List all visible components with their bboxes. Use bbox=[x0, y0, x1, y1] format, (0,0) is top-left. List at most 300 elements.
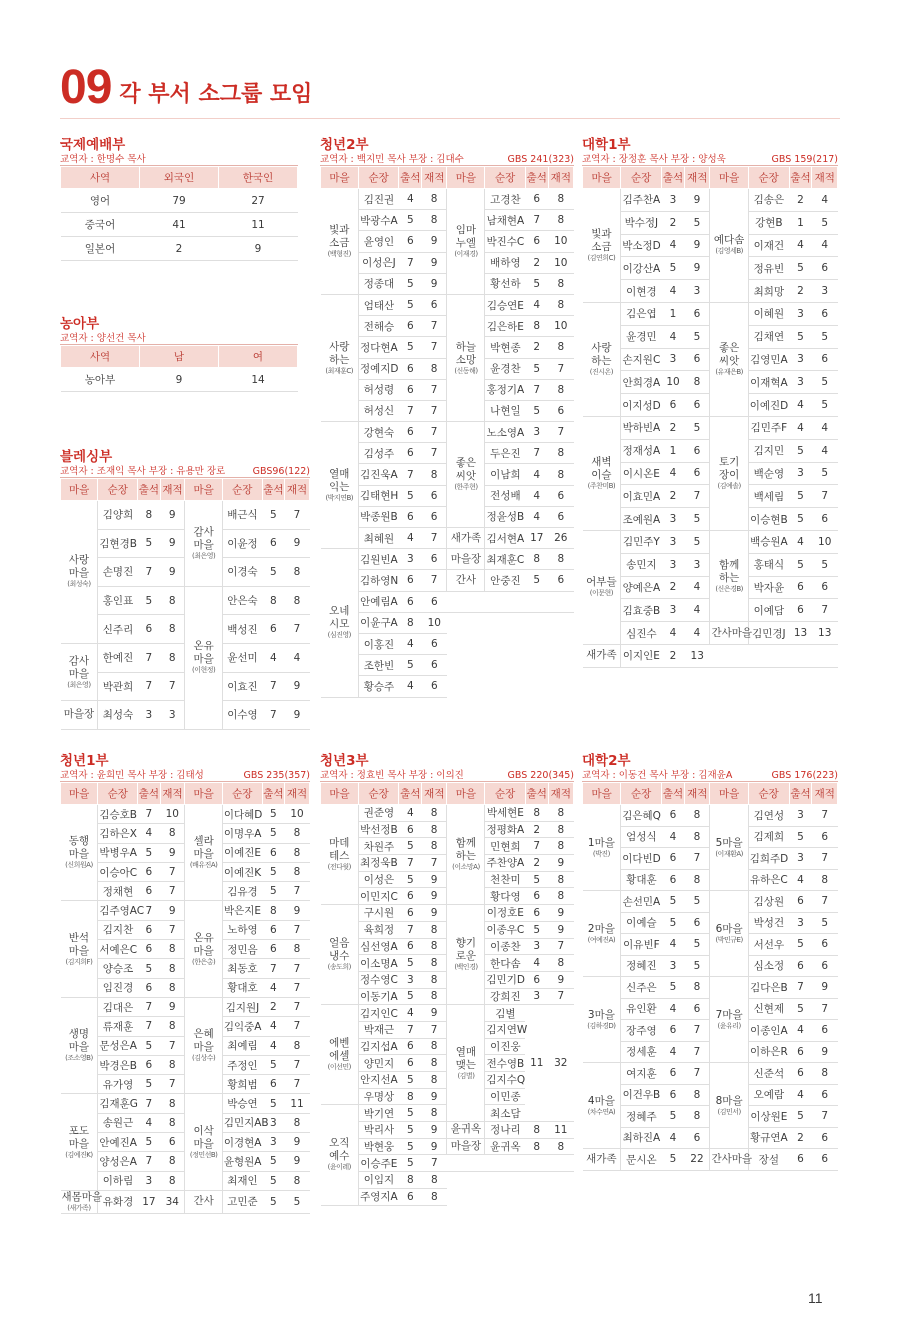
leader-cell: 이종인A bbox=[748, 1020, 789, 1042]
attend-cell: 5 bbox=[262, 805, 284, 824]
attend-cell: 4 bbox=[399, 633, 422, 654]
group-name: 7마을 bbox=[715, 1008, 743, 1021]
enroll-cell: 8 bbox=[160, 959, 185, 978]
leader-cell: 김태현H bbox=[358, 485, 398, 506]
enroll-cell: 4 bbox=[684, 599, 710, 622]
attend-cell: 4 bbox=[525, 464, 548, 485]
leader-cell: 김주영AC bbox=[98, 901, 138, 920]
section-number: 09 bbox=[60, 61, 112, 114]
staff-text: 교역자 : 조재익 목사 부장 : 유용만 장로 bbox=[60, 466, 226, 477]
enroll-cell: 8 bbox=[160, 1171, 185, 1190]
leader-cell: 윤선미 bbox=[222, 643, 262, 672]
group-name-cell bbox=[710, 530, 748, 621]
enroll-cell: 7 bbox=[160, 1036, 185, 1055]
leader-cell: 박은지E bbox=[222, 901, 262, 920]
attend-cell: 6 bbox=[399, 1188, 422, 1205]
leader-cell: 최혜원 bbox=[358, 528, 398, 549]
group-name: 함께 하는 bbox=[718, 558, 740, 584]
leader-cell: 신준석 bbox=[748, 1063, 789, 1085]
leader-cell: 김진욱A bbox=[358, 464, 398, 485]
leader-cell: 최재훈C bbox=[485, 549, 525, 570]
column-header: 순장 bbox=[621, 167, 662, 189]
group-leader: (최은영) bbox=[67, 680, 91, 689]
enroll-cell: 8 bbox=[422, 464, 447, 485]
attend-cell: 7 bbox=[262, 672, 284, 701]
leader-cell: 정채현 bbox=[98, 882, 138, 901]
leader-cell: 김채연 bbox=[748, 325, 789, 348]
enroll-cell: 7 bbox=[548, 938, 573, 955]
attend-cell: 8 bbox=[138, 501, 160, 530]
column-header: 한국인 bbox=[219, 167, 298, 189]
attend-cell: 6 bbox=[662, 394, 685, 417]
enroll-cell: 7 bbox=[548, 988, 573, 1005]
enroll-cell: 8 bbox=[548, 294, 573, 315]
table-row bbox=[583, 189, 838, 212]
attend-cell: 4 bbox=[138, 1113, 160, 1132]
enroll-cell: 5 bbox=[812, 462, 838, 485]
leader-cell: 홍인표 bbox=[98, 586, 138, 615]
group-name: 간사마을 bbox=[711, 1152, 753, 1165]
attend-cell: 3 bbox=[662, 189, 685, 212]
enroll-cell: 9 bbox=[422, 1122, 447, 1139]
leader-cell: 김지연W bbox=[485, 1021, 525, 1038]
leader-cell: 주정인 bbox=[222, 1055, 262, 1074]
section-title: 대학2부 bbox=[582, 753, 631, 769]
attend-cell: 3 bbox=[789, 912, 812, 934]
attend-cell: 5 bbox=[262, 882, 284, 901]
leader-cell: 이종찬 bbox=[485, 938, 525, 955]
attend-cell: 6 bbox=[789, 891, 812, 913]
attend-cell: 6 bbox=[262, 920, 284, 939]
leader-cell: 김지원J bbox=[222, 997, 262, 1016]
enroll-cell: 8 bbox=[548, 888, 573, 905]
attend-cell: 5 bbox=[399, 1105, 422, 1122]
leader-cell: 이지성D bbox=[621, 394, 662, 417]
group-name: 새가족 bbox=[450, 531, 482, 544]
attend-cell: 6 bbox=[262, 843, 284, 862]
enroll-cell: 9 bbox=[285, 529, 310, 558]
enroll-cell: 6 bbox=[812, 934, 838, 956]
leader-cell: 박자윤 bbox=[748, 576, 789, 599]
leader-cell: 정혜주 bbox=[621, 1106, 662, 1128]
enroll-cell: 6 bbox=[684, 1127, 710, 1149]
leader-cell: 김승호B bbox=[98, 805, 138, 824]
attend-cell: 3 bbox=[399, 971, 422, 988]
enroll-cell: 6 bbox=[812, 257, 838, 280]
attend-cell: 5 bbox=[399, 871, 422, 888]
group-leader: (송도희) bbox=[327, 963, 351, 972]
column-header: 마을 bbox=[447, 783, 485, 805]
leader-cell: 송원근 bbox=[98, 1113, 138, 1132]
enroll-cell: 7 bbox=[812, 1106, 838, 1128]
attend-cell: 4 bbox=[662, 622, 685, 645]
column-header: 출석 bbox=[138, 479, 160, 501]
attend-cell: 5 bbox=[262, 1055, 284, 1074]
enroll-cell: 8 bbox=[422, 1172, 447, 1189]
enroll-cell: 8 bbox=[684, 826, 710, 848]
leader-cell: 장설 bbox=[748, 1149, 789, 1171]
attend-cell: 4 bbox=[789, 416, 812, 439]
enroll-cell: 3 bbox=[684, 280, 710, 303]
leader-cell: 김지인C bbox=[358, 1005, 398, 1022]
column-header: 마을 bbox=[710, 783, 748, 805]
attend-cell: 4 bbox=[525, 485, 548, 506]
leader-cell: 홍태식 bbox=[748, 553, 789, 576]
table-row bbox=[321, 1172, 574, 1189]
leader-cell: 이혜원 bbox=[748, 302, 789, 325]
leader-cell: 황규연A bbox=[748, 1127, 789, 1149]
attend-cell: 5 bbox=[262, 1190, 284, 1213]
table-cell bbox=[789, 644, 812, 667]
table-row bbox=[61, 501, 310, 530]
enroll-cell: 4 bbox=[812, 439, 838, 462]
group-leader: (정민선B) bbox=[189, 1150, 218, 1159]
enroll-cell: 6 bbox=[812, 826, 838, 848]
group-name-cell bbox=[185, 1190, 222, 1213]
leader-cell: 문성은A bbox=[98, 1036, 138, 1055]
enroll-cell: 9 bbox=[160, 843, 185, 862]
leader-cell: 이정호E bbox=[485, 905, 525, 922]
attend-cell: 13 bbox=[789, 622, 812, 645]
group-name-cell bbox=[447, 905, 485, 1005]
attend-cell: 4 bbox=[399, 1005, 422, 1022]
group-name-cell bbox=[61, 805, 98, 901]
column-header: 재적 bbox=[422, 783, 447, 805]
attend-cell: 3 bbox=[662, 508, 685, 531]
attend-cell: 3 bbox=[138, 1171, 160, 1190]
enroll-cell: 5 bbox=[684, 891, 710, 913]
attend-cell: 7 bbox=[525, 838, 548, 855]
leader-cell: 이지인E bbox=[621, 644, 662, 667]
leader-cell: 윤경민 bbox=[621, 325, 662, 348]
attend-cell: 8 bbox=[262, 901, 284, 920]
attend-cell: 8 bbox=[399, 612, 422, 633]
attend-cell: 5 bbox=[138, 529, 160, 558]
group-name: 하늘 소망 bbox=[455, 340, 477, 366]
group-name-cell bbox=[447, 1138, 485, 1155]
youth2-body bbox=[321, 189, 574, 698]
youth1-table bbox=[60, 782, 310, 1214]
group-name: 간사 bbox=[455, 573, 477, 586]
enroll-cell: 7 bbox=[285, 882, 310, 901]
enroll-cell: 7 bbox=[812, 485, 838, 508]
group-name-cell bbox=[583, 891, 621, 977]
leader-cell: 차원주 bbox=[358, 838, 398, 855]
enroll-cell: 6 bbox=[684, 998, 710, 1020]
leader-cell: 이홍진 bbox=[358, 633, 398, 654]
column-header: 출석 bbox=[262, 783, 284, 805]
attend-cell: 3 bbox=[789, 462, 812, 485]
attend-cell: 10 bbox=[662, 371, 685, 394]
attend-cell: 6 bbox=[399, 379, 422, 400]
enroll-cell: 8 bbox=[422, 938, 447, 955]
leader-cell: 이승아C bbox=[98, 862, 138, 881]
group-leader: (유재은B) bbox=[715, 367, 743, 376]
leader-cell: 박하빈A bbox=[621, 416, 662, 439]
group-leader: (김민서) bbox=[717, 1107, 741, 1116]
enroll-cell: 8 bbox=[160, 978, 185, 997]
column-header: 순장 bbox=[485, 167, 525, 189]
column-header: 순장 bbox=[748, 783, 789, 805]
column-header: 마을 bbox=[583, 783, 621, 805]
attend-cell: 5 bbox=[399, 655, 422, 676]
attend-cell: 3 bbox=[662, 348, 685, 371]
group-name-cell bbox=[710, 622, 753, 645]
attend-cell: 5 bbox=[789, 439, 812, 462]
attend-cell: 5 bbox=[789, 508, 812, 531]
enroll-cell: 8 bbox=[684, 869, 710, 891]
attend-cell: 7 bbox=[262, 959, 284, 978]
table-row bbox=[583, 1063, 838, 1085]
staff-text: 교역자 : 정효빈 목사 부장 : 이의진 bbox=[320, 770, 464, 781]
column-header: 순장 bbox=[98, 783, 138, 805]
attend-cell: 7 bbox=[399, 1021, 422, 1038]
leader-cell: 이효진 bbox=[222, 672, 262, 701]
leader-cell: 주영지A bbox=[358, 1188, 398, 1205]
leader-cell: 이민종 bbox=[485, 1088, 525, 1105]
leader-cell: 안중진 bbox=[485, 570, 525, 591]
enroll-cell: 8 bbox=[422, 189, 447, 210]
attend-cell: 6 bbox=[789, 955, 812, 977]
attend-cell: 8 bbox=[525, 1122, 548, 1139]
leader-cell: 장주영 bbox=[621, 1020, 662, 1042]
attend-cell: 3 bbox=[262, 1133, 284, 1152]
leader-cell: 윤형원A bbox=[222, 1152, 262, 1171]
group-name: 마데 테스 bbox=[329, 837, 350, 863]
group-name: 열매 맺는 bbox=[455, 1045, 477, 1071]
attend-cell: 6 bbox=[399, 316, 422, 337]
attend-cell: 4 bbox=[789, 1020, 812, 1042]
enroll-cell: 8 bbox=[684, 1106, 710, 1128]
group-leader: (백형진) bbox=[327, 249, 351, 258]
leader-cell: 전해승 bbox=[358, 316, 398, 337]
attend-cell: 3 bbox=[662, 599, 685, 622]
leader-cell: 육희정 bbox=[358, 921, 398, 938]
group-name: 새몸마을 bbox=[61, 1190, 103, 1203]
attend-cell: 7 bbox=[138, 558, 160, 587]
gbs-count: GBS 220(345) bbox=[507, 770, 574, 781]
enroll-cell: 8 bbox=[548, 871, 573, 888]
attend-cell: 3 bbox=[262, 1113, 284, 1132]
group-name-cell bbox=[321, 189, 359, 295]
rural-table-body bbox=[61, 368, 298, 392]
leader-cell: 김지찬 bbox=[98, 920, 138, 939]
group-leader: (조소영B) bbox=[65, 1054, 93, 1063]
group-name-cell bbox=[185, 501, 222, 587]
group-name: 좋은 씨앗 bbox=[455, 457, 477, 483]
attend-cell: 4 bbox=[662, 1041, 685, 1063]
group-name-cell bbox=[710, 977, 748, 1063]
leader-cell: 박병우A bbox=[98, 843, 138, 862]
leader-cell: 김익중A bbox=[222, 1017, 262, 1036]
attend-cell: 2 bbox=[662, 416, 685, 439]
page-header bbox=[60, 61, 313, 114]
youth2-section bbox=[320, 137, 574, 698]
attend-cell: 8 bbox=[525, 316, 548, 337]
enroll-cell: 9 bbox=[160, 501, 185, 530]
group-name: 은혜 마을 bbox=[193, 1028, 214, 1054]
attend-cell: 5 bbox=[138, 1036, 160, 1055]
table-row bbox=[61, 189, 298, 213]
group-name-cell bbox=[583, 530, 621, 644]
column-header: 출석 bbox=[662, 167, 685, 189]
page-number: 11 bbox=[808, 1290, 823, 1306]
enroll-cell: 8 bbox=[422, 1055, 447, 1072]
enroll-cell: 8 bbox=[160, 1152, 185, 1171]
section-staff bbox=[582, 153, 838, 166]
enroll-cell: 7 bbox=[684, 1020, 710, 1042]
college2-table bbox=[582, 782, 838, 1171]
attend-cell: 5 bbox=[662, 1106, 685, 1128]
group-name: 오네 시모 bbox=[329, 605, 350, 631]
group-name-cell bbox=[61, 1190, 103, 1213]
table-cell bbox=[548, 1155, 573, 1172]
enroll-cell: 7 bbox=[422, 570, 447, 591]
table-row bbox=[61, 1094, 310, 1113]
leader-cell: 이효민A bbox=[621, 485, 662, 508]
leader-cell: 안지선A bbox=[358, 1072, 398, 1089]
leader-cell: 심소정 bbox=[748, 955, 789, 977]
leader-cell: 김서현A bbox=[485, 528, 525, 549]
enroll-cell: 6 bbox=[422, 294, 447, 315]
table-row bbox=[321, 655, 574, 676]
leader-cell: 김하은X bbox=[98, 824, 138, 843]
attend-cell: 6 bbox=[138, 978, 160, 997]
enroll-cell: 8 bbox=[160, 615, 185, 644]
leader-cell: 조한빈 bbox=[358, 655, 398, 676]
group-name: 1마을 bbox=[587, 836, 615, 849]
enroll-cell: 8 bbox=[160, 1094, 185, 1113]
enroll-cell: 5 bbox=[684, 530, 710, 553]
attend-cell: 6 bbox=[138, 940, 160, 959]
attend-cell: 5 bbox=[138, 843, 160, 862]
group-name-cell bbox=[447, 549, 485, 570]
leader-cell: 이시온E bbox=[621, 462, 662, 485]
leader-cell: 이윤구A bbox=[358, 612, 398, 633]
attend-cell: 5 bbox=[262, 862, 284, 881]
group-leader: (한주현) bbox=[454, 483, 478, 492]
enroll-cell: 6 bbox=[684, 912, 710, 934]
leader-cell: 노하영 bbox=[222, 920, 262, 939]
attend-cell: 6 bbox=[138, 920, 160, 939]
attend-cell: 6 bbox=[789, 599, 812, 622]
enroll-cell: 7 bbox=[812, 848, 838, 870]
enroll-cell: 8 bbox=[422, 805, 447, 822]
enroll-cell: 5 bbox=[812, 912, 838, 934]
attend-cell: 5 bbox=[399, 988, 422, 1005]
group-name: 마을장 bbox=[450, 552, 482, 565]
enroll-cell: 9 bbox=[548, 905, 573, 922]
attend-cell: 5 bbox=[789, 998, 812, 1020]
group-name: 마을장 bbox=[63, 708, 95, 721]
attend-cell: 6 bbox=[525, 905, 548, 922]
enroll-cell: 8 bbox=[422, 358, 447, 379]
column-header: 출석 bbox=[262, 479, 284, 501]
staff-text: 교역자 : 윤희민 목사 부장 : 김태성 bbox=[60, 770, 204, 781]
enroll-cell: 7 bbox=[548, 422, 573, 443]
leader-cell: 김상원 bbox=[748, 891, 789, 913]
attend-cell: 6 bbox=[789, 1063, 812, 1085]
attend-cell: 3 bbox=[789, 848, 812, 870]
attend-cell: 5 bbox=[138, 959, 160, 978]
table-row bbox=[583, 416, 838, 439]
group-name: 감사 마을 bbox=[68, 654, 90, 680]
enroll-cell: 7 bbox=[422, 422, 447, 443]
attend-cell: 5 bbox=[399, 1122, 422, 1139]
attend-cell: 4 bbox=[662, 280, 685, 303]
leader-cell: 박수정J bbox=[621, 211, 662, 234]
enroll-cell: 8 bbox=[285, 558, 310, 587]
enroll-cell: 8 bbox=[285, 843, 310, 862]
group-name-cell bbox=[710, 189, 748, 303]
enroll-cell: 9 bbox=[285, 701, 310, 730]
attend-cell: 6 bbox=[399, 591, 422, 612]
attend-cell: 2 bbox=[525, 821, 548, 838]
leader-cell: 손선민A bbox=[621, 891, 662, 913]
attend-cell: 4 bbox=[662, 998, 685, 1020]
leader-cell: 고경찬 bbox=[485, 189, 525, 210]
attend-cell: 5 bbox=[662, 912, 685, 934]
group-leader: (김상수) bbox=[192, 1054, 216, 1063]
leader-cell: 박리사 bbox=[358, 1122, 398, 1139]
enroll-cell: 9 bbox=[422, 871, 447, 888]
attend-cell: 2 bbox=[662, 485, 685, 508]
enroll-cell: 7 bbox=[285, 615, 310, 644]
leader-cell: 이예담 bbox=[748, 599, 789, 622]
leader-cell: 서예은C bbox=[98, 940, 138, 959]
table-row bbox=[61, 805, 310, 824]
column-header: 여 bbox=[219, 346, 298, 368]
attend-cell: 5 bbox=[525, 570, 548, 591]
enroll-cell: 9 bbox=[422, 231, 447, 252]
enroll-cell: 3 bbox=[160, 701, 185, 730]
table-cell bbox=[525, 1155, 548, 1172]
header-row bbox=[583, 167, 838, 189]
attend-cell: 2 bbox=[525, 855, 548, 872]
leader-cell: 배근식 bbox=[222, 501, 262, 530]
leader-cell: 최정욱B bbox=[358, 855, 398, 872]
attend-cell: 5 bbox=[789, 553, 812, 576]
leader-cell: 두은진 bbox=[485, 443, 525, 464]
group-leader: (김예진K) bbox=[65, 1150, 93, 1159]
group-name: 함께 하는 bbox=[455, 837, 477, 863]
attend-cell: 6 bbox=[399, 506, 422, 527]
attend-cell: 7 bbox=[525, 379, 548, 400]
attend-cell: 5 bbox=[789, 325, 812, 348]
column-header: 마을 bbox=[321, 783, 359, 805]
table-cell: 11 bbox=[219, 213, 298, 237]
leader-cell: 정다현A bbox=[358, 337, 398, 358]
enroll-cell: 9 bbox=[285, 901, 310, 920]
enroll-cell: 8 bbox=[285, 586, 310, 615]
table-row bbox=[583, 805, 838, 827]
group-name: 에벤 에셀 bbox=[329, 1037, 350, 1063]
leader-cell: 전수영B bbox=[485, 1055, 525, 1072]
table-row bbox=[583, 302, 838, 325]
enroll-cell: 9 bbox=[285, 1133, 310, 1152]
column-header: 남 bbox=[140, 346, 219, 368]
group-name-cell bbox=[583, 805, 621, 891]
leader-cell: 손지원C bbox=[621, 348, 662, 371]
table-row bbox=[583, 644, 838, 667]
attend-cell: 7 bbox=[399, 400, 422, 421]
attend-cell: 5 bbox=[662, 257, 685, 280]
group-name-cell bbox=[185, 901, 222, 997]
enroll-cell: 9 bbox=[684, 234, 710, 257]
attend-cell: 5 bbox=[138, 1075, 160, 1094]
group-name-cell bbox=[710, 1149, 753, 1171]
group-leader: (최은영) bbox=[192, 551, 216, 560]
